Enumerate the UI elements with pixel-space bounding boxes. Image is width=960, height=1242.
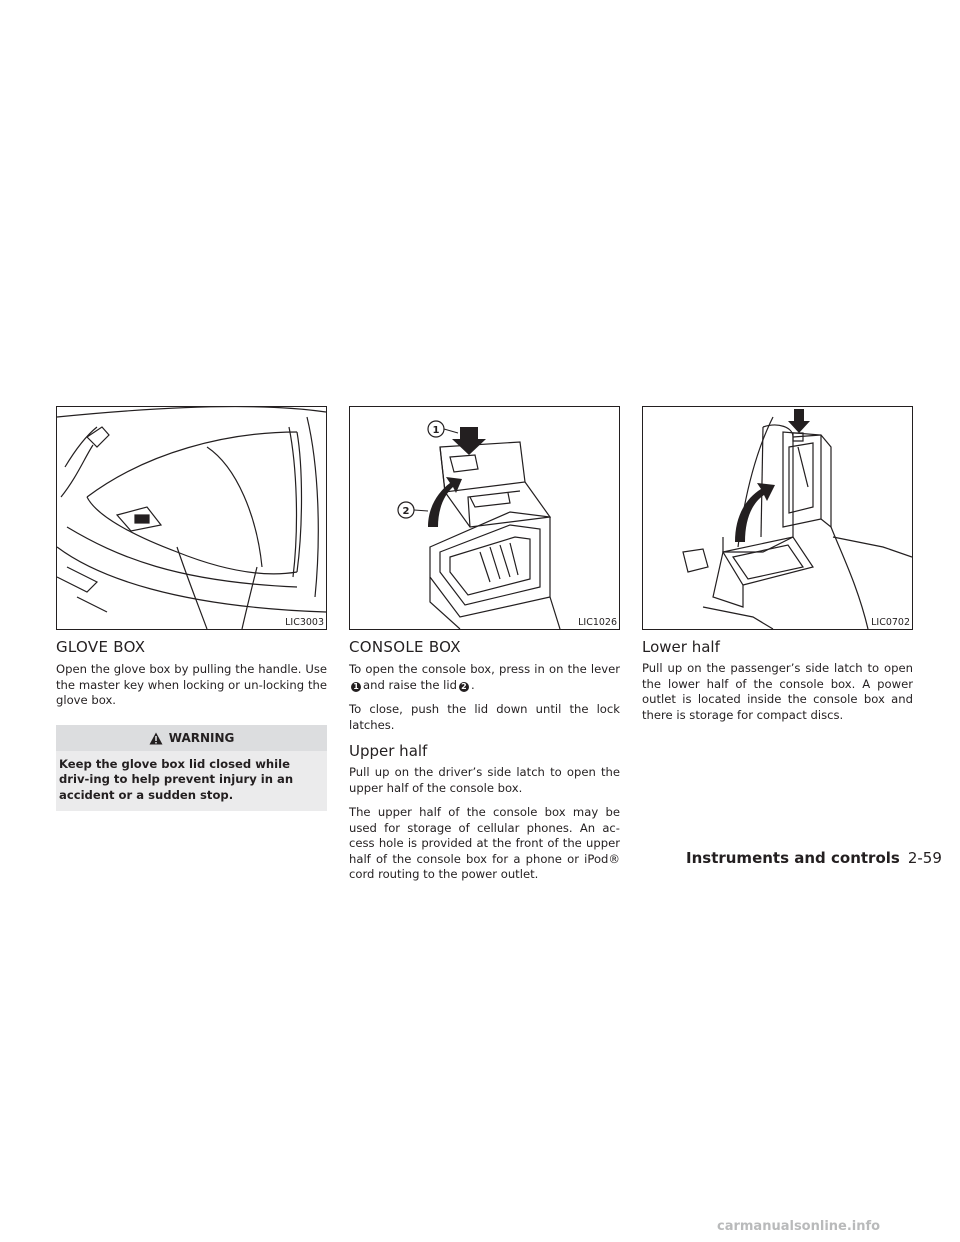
section-heading-glove-box: GLOVE BOX: [56, 638, 146, 656]
figure-code: LIC3003: [285, 617, 324, 628]
lower-half-column: [642, 406, 913, 732]
callout-2-badge: 2: [459, 682, 469, 692]
subheading-upper-half: Upper half: [349, 742, 428, 760]
console-box-drawing: [350, 407, 619, 629]
page-footer: [686, 849, 942, 867]
callout-1: 1: [432, 425, 440, 436]
console-text-a: To open the console box, press in on the lever: [349, 662, 620, 676]
glove-box-column: [56, 406, 327, 811]
lower-half-paragraph: Pull up on the passenger’s side latch to open the lower half of the console box. A power outlet is located inside the console box and there is storage for compact discs.: [642, 661, 913, 722]
warning-icon: [149, 732, 163, 745]
glove-box-illustration: [56, 406, 327, 630]
console-text-c: .: [470, 677, 475, 692]
upper-half-paragraph-2: The upper half of the console box may be used for storage of cellular phones. An ac-cess hole is provided at the front of the upper half of the console box for a phone or iPod® cord routing to the power outlet.: [349, 805, 620, 881]
lower-half-illustration: [642, 406, 913, 630]
console-box-paragraph-2: To close, push the lid down until the lock latches.: [349, 702, 620, 732]
footer-section-title: Instruments and controls: [686, 849, 900, 867]
glove-box-paragraph: Open the glove box by pulling the handle. Use the master key when locking or un-locking the glove box.: [56, 662, 327, 707]
figure-code: LIC0702: [871, 617, 910, 628]
callout-1-badge: 1: [351, 682, 361, 692]
console-text-b: and raise the lid: [363, 677, 457, 692]
upper-half-paragraph-1: Pull up on the driver’s side latch to open the upper half of the console box.: [349, 765, 620, 795]
section-heading-console-box: CONSOLE BOX: [349, 638, 461, 656]
lower-half-drawing: [643, 407, 912, 629]
subheading-lower-half: Lower half: [642, 638, 720, 656]
warning-text: Keep the glove box lid closed while driv-ing to help prevent injury in an accident or a sudden stop.: [56, 751, 327, 812]
warning-title: WARNING: [168, 730, 235, 745]
glove-box-drawing: [57, 407, 326, 629]
warning-header: [56, 725, 327, 751]
console-box-column: [349, 406, 620, 892]
callout-2: 2: [402, 506, 410, 517]
page-number: 2-59: [907, 849, 942, 867]
figure-code: LIC1026: [578, 617, 617, 628]
warning-box: [56, 725, 327, 812]
console-box-paragraph-1: [349, 662, 620, 693]
watermark-text[interactable]: carmanualsonline.info: [717, 1219, 881, 1234]
console-box-illustration: [349, 406, 620, 630]
